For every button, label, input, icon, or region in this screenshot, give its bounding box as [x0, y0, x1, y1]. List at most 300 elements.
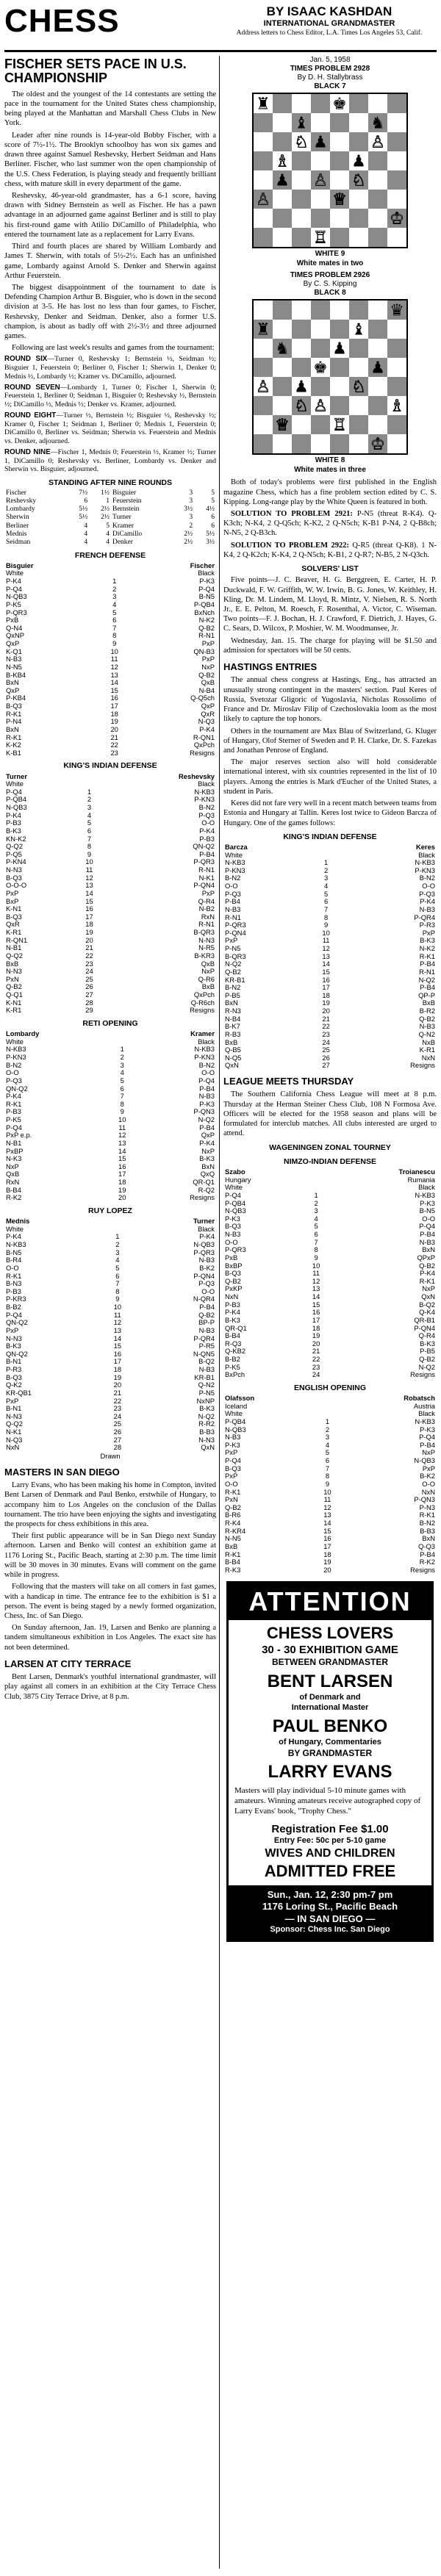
- keres-game: [223, 832, 437, 1070]
- board-square: [311, 113, 330, 132]
- round-label: ROUND EIGHT: [4, 411, 57, 420]
- white-move: PxBP: [6, 1146, 24, 1155]
- black-move: N-QN5: [193, 1349, 215, 1358]
- move-number: 17: [323, 1541, 331, 1550]
- game-table: [223, 843, 437, 1070]
- game-countries-row: [223, 1403, 437, 1411]
- board-square: [387, 170, 406, 190]
- round-text: Lombardy 1, Turner 0; Fischer 1, Sherwin 0; Feuerstein 1, Berliner 0; Seidman 1, Bisguier 0; Reshevsky ½, Bernstein ½; DiCamillo ½, Mednis ½; Denker vs. Kramer, adjourned.: [4, 383, 216, 409]
- move-row: [223, 1348, 437, 1356]
- move-number: 10: [323, 1487, 331, 1496]
- move-number: 20: [323, 1565, 331, 1574]
- black-move: QN-B3: [193, 647, 215, 655]
- white-move: K-K2: [6, 741, 21, 749]
- white-move: QxB: [6, 1170, 20, 1179]
- black-move: Q-B2: [419, 1355, 435, 1363]
- black-move: P-B4: [420, 1440, 435, 1449]
- move-row: [223, 1340, 437, 1348]
- solution-2921-label: SOLUTION TO PROBLEM 2921:: [231, 510, 353, 519]
- move-number: 11: [322, 936, 330, 945]
- black-move: P-K3: [420, 1198, 435, 1207]
- game-score: [4, 761, 216, 1015]
- game-colors-row: White Black: [6, 1037, 215, 1046]
- board-square: [292, 415, 311, 434]
- move-number: 19: [110, 717, 118, 726]
- white-move: P-K4: [6, 577, 21, 586]
- move-number: 3: [324, 874, 329, 882]
- move-number: 18: [312, 1323, 320, 1332]
- game-opening: KING'S INDIAN DEFENSE: [283, 832, 377, 841]
- white-move: P-B4: [225, 897, 240, 906]
- black-piece-icon: ♝: [294, 114, 309, 133]
- move-number: 23: [85, 959, 93, 968]
- black-move: Q-R6: [198, 974, 215, 983]
- black-move: P-B4: [199, 1123, 215, 1132]
- move-row: [4, 1101, 216, 1109]
- white-move: R-K1: [225, 1550, 241, 1558]
- move-row: [4, 1273, 216, 1281]
- white-move: B-QR3: [225, 951, 246, 960]
- problems-section: [223, 56, 437, 475]
- standing-score: 3½: [206, 538, 215, 546]
- move-row: [223, 945, 437, 953]
- standing-player: DiCamillo: [112, 530, 143, 538]
- column-divider: [219, 56, 220, 2569]
- standing-score: 3: [189, 514, 193, 522]
- black-move: P-B3: [199, 834, 215, 843]
- black-move: QPxP: [417, 1253, 435, 1262]
- move-number: 18: [118, 1178, 126, 1187]
- white-move: N-B3: [225, 904, 241, 913]
- move-row: [4, 1312, 216, 1320]
- white-move: B-B2: [225, 1355, 240, 1363]
- move-number: 3: [314, 1206, 318, 1215]
- black-move: B-N5: [198, 592, 215, 601]
- white-move: B-Q3: [225, 1464, 241, 1472]
- board-square: [387, 415, 406, 434]
- move-row: [4, 913, 216, 921]
- black-move: O-O: [201, 819, 215, 827]
- white-move: B-Q3: [225, 1222, 241, 1231]
- board-square: [387, 320, 406, 339]
- black-move: R-K1: [419, 1511, 435, 1519]
- move-number: 5: [112, 608, 117, 616]
- black-move: BP-P: [198, 1318, 215, 1327]
- move-row: [223, 992, 437, 1000]
- game-table: [223, 1395, 437, 1574]
- standing-score: 4: [106, 530, 110, 538]
- board-square: [311, 301, 330, 320]
- white-move: P-QB4: [6, 795, 27, 804]
- white-move: BxP: [6, 896, 19, 905]
- standing-score: 4: [84, 538, 88, 546]
- white-move: QN-Q2: [6, 1084, 28, 1093]
- move-number: 26: [85, 982, 93, 991]
- black-move: N-K2: [198, 616, 215, 625]
- move-row: [223, 1278, 437, 1286]
- move-row: [4, 858, 216, 866]
- black-piece-icon: ♚: [313, 359, 328, 378]
- board-square: [368, 94, 387, 113]
- white-move: PxP: [225, 1472, 238, 1481]
- white-move: PxB: [6, 616, 19, 625]
- white-move: PxP: [6, 1396, 19, 1405]
- black-piece-icon: ♟: [313, 133, 328, 152]
- move-number: 8: [324, 913, 329, 921]
- black-move: B-K3: [199, 1154, 215, 1163]
- move-number: 2: [112, 584, 117, 593]
- standing-score: 2: [189, 522, 193, 530]
- move-number: 4: [314, 1214, 318, 1223]
- black-move: Q-R4: [418, 1331, 435, 1340]
- game-colors-row: White Black: [6, 569, 215, 578]
- move-number: 5: [120, 1076, 124, 1084]
- round-results: [4, 355, 216, 474]
- move-number: 6: [325, 1456, 330, 1465]
- move-row: [223, 1418, 437, 1426]
- board-square: [254, 301, 273, 320]
- zonal-game: [223, 1157, 437, 1379]
- black-move: B-K2: [199, 1263, 215, 1272]
- standing-row: [4, 489, 216, 497]
- black-move: N-N3: [198, 1435, 215, 1444]
- black-move: N-QB3: [414, 1456, 435, 1465]
- move-number: 15: [118, 1154, 126, 1163]
- move-row: [4, 586, 216, 594]
- hastings-paragraph: The annual chess congress at Hastings, Eng., has attracted an unusually strong contingent in the masters' section. Paul Keres of Russia, Svetozar Gligoric of Yugoslavia, Nicholas Rossolimo of France and Dr. Miroslav Filip of Czechoslovakia loom as the most likely to capture the top honors.: [223, 676, 437, 724]
- black-move: B-B3: [420, 1526, 435, 1535]
- problem-white-count: WHITE 8: [315, 456, 345, 465]
- move-number: 16: [323, 1534, 331, 1543]
- black-move: Q-K4: [419, 1308, 435, 1317]
- white-move: Q-K2: [6, 1381, 22, 1389]
- black-move: B-K2: [420, 1472, 435, 1481]
- ad-event-date: Sun., Jan. 12, 2:30 pm-7 pm: [267, 1889, 393, 1901]
- white-move: O-O: [6, 1068, 19, 1077]
- black-move: B-N2: [419, 1519, 435, 1528]
- move-row: [4, 1187, 216, 1195]
- black-move: N-B3: [198, 1256, 215, 1264]
- board-square: [330, 151, 349, 170]
- black-piece-icon: ♟: [351, 152, 366, 171]
- problem-composer: By C. S. Kipping: [303, 280, 357, 289]
- move-row: [223, 953, 437, 961]
- black-move: P-Q3: [198, 1279, 215, 1288]
- white-move: P-B3: [6, 1107, 21, 1116]
- black-player: Kramer: [190, 1029, 215, 1038]
- white-move: QxNP: [6, 631, 25, 640]
- standing-score: 5½: [206, 530, 215, 538]
- round-result: ROUND SIX—Turner 0, Reshevsky 1; Bernstein ½, Seidman ½; Bisguier 1, Feuerstein 0; Berliner 0, Fischer 1; Sherwin 1, Denker 0; Mednis ½, Lombardy ½; Kramer vs. DiCamillo, adjourned.: [4, 355, 216, 381]
- board-square: [311, 94, 330, 113]
- black-piece-icon: ♞: [275, 339, 290, 359]
- white-move: K-Q1: [6, 647, 22, 655]
- solution-2922-text: Q-R5 (threat Q-K8). 1 N-K4, 2 Q-K2ch; K-K4, 2 Q-N5ch; K-B1, 2 Q-R7; N-B5, 2 N-Q3ch.: [223, 541, 437, 559]
- game-opening: RETI OPENING: [82, 1018, 138, 1028]
- move-number: 7: [325, 1464, 330, 1472]
- white-move: P-Q4: [225, 1190, 241, 1199]
- move-number: 16: [322, 975, 330, 984]
- white-move: B-B4: [225, 1558, 240, 1566]
- black-move: NxP: [422, 1284, 435, 1293]
- board-square: [273, 358, 292, 377]
- black-move: QR-Q1: [193, 1178, 215, 1187]
- black-move: N-Q2: [198, 1411, 215, 1420]
- white-move: N-Q3: [6, 1435, 23, 1444]
- white-move: N-N3: [6, 967, 22, 976]
- black-move: NxP: [422, 1448, 435, 1457]
- white-move: P-KN3: [225, 866, 245, 874]
- move-number: 10: [322, 928, 330, 937]
- board-square: [311, 190, 330, 209]
- standing-score: 5½: [79, 506, 88, 514]
- game-players-row: [223, 1395, 437, 1403]
- white-move: B-K7: [225, 1022, 240, 1031]
- standing-score: 7½: [79, 489, 88, 497]
- standing-player: Bernstein: [112, 506, 140, 514]
- board-square: [349, 228, 368, 247]
- move-number: 11: [118, 1123, 126, 1132]
- board-square: [273, 320, 292, 339]
- move-number: 2: [325, 1425, 330, 1433]
- white-move: P-Q3: [225, 889, 241, 898]
- move-row: [4, 1093, 216, 1101]
- board-square: [387, 339, 406, 358]
- board-square: [349, 113, 368, 132]
- black-move: Q-B2: [198, 1310, 215, 1319]
- black-move: B-QR3: [193, 928, 215, 937]
- black-move: P-K4: [420, 1269, 435, 1278]
- black-move: P-Q4: [419, 1433, 435, 1442]
- move-row: [223, 1062, 437, 1070]
- black-move: BxNch: [194, 608, 215, 616]
- black-move: PxP: [422, 1464, 435, 1472]
- move-row: [4, 991, 216, 999]
- move-row: [4, 1397, 216, 1406]
- white-move: P-K5: [225, 1362, 240, 1371]
- board-square: [368, 151, 387, 170]
- white-move: BxN: [6, 724, 19, 733]
- black-move: NxP: [201, 1146, 215, 1155]
- move-row: [223, 1481, 437, 1489]
- white-move: PxN: [6, 974, 19, 983]
- move-row: [223, 1317, 437, 1325]
- black-move: O-O: [201, 1068, 215, 1077]
- move-row: [223, 1215, 437, 1223]
- lead-paragraph: Third and fourth places are shared by William Lombardy and James T. Sherwin, with totals of 5½-2½. Each has an unfinished game, Lombardy against Arnold S. Denker and Sherwin against Arthur Feuerstein.: [4, 242, 216, 280]
- ad-event-city: — IN SAN DIEGO —: [284, 1913, 376, 1924]
- white-move: N-KB3: [6, 1240, 26, 1249]
- white-move: B-K3: [225, 1315, 240, 1324]
- black-move: B-Q2: [198, 1357, 215, 1366]
- white-piece-icon: ♘: [351, 378, 366, 397]
- black-move: N-KB3: [415, 858, 435, 867]
- ad-wives: WIVES AND CHILDREN: [265, 1847, 395, 1860]
- game-score: [4, 1206, 216, 1461]
- lead-paragraph: Leader after nine rounds is 14-year-old Bobby Fischer, with a score of 7½-1½. The Brooklyn schoolboy has won six games and drawn three against Samuel Reshevsky, Herbert Seidman and Hans Berliner. Fischer, who last summer won the open championship of the U.S. Chess Federation, is playing steady and frequently brilliant chess, with mature skill in every department of the game.: [4, 131, 216, 188]
- game-score: [4, 551, 216, 758]
- round-label: ROUND SIX: [4, 355, 48, 364]
- move-row: [4, 1077, 216, 1085]
- white-piece-icon: ♕: [275, 416, 290, 435]
- left-column: [4, 56, 216, 1704]
- black-move: P-QR4: [414, 913, 435, 921]
- white-move: B-N1: [6, 1357, 22, 1366]
- standing-score: 6: [84, 497, 88, 506]
- white-move: NxN: [6, 1443, 20, 1452]
- white-move: P-B3: [6, 1287, 21, 1295]
- move-row: [223, 1031, 437, 1039]
- ad-line2: 30 - 30 EXHIBITION GAME: [262, 1643, 398, 1656]
- move-row: [223, 1449, 437, 1457]
- move-number: 14: [118, 1146, 126, 1155]
- white-move: B-B2: [6, 1303, 21, 1312]
- black-move: QxB: [201, 678, 215, 687]
- white-move: B-Q3: [6, 912, 22, 921]
- black-move: P-K3: [199, 577, 215, 586]
- board-square: [292, 301, 311, 320]
- move-number: 8: [325, 1472, 330, 1481]
- board-square: [368, 170, 387, 190]
- move-row: [4, 1405, 216, 1413]
- problem-footer: [223, 456, 437, 475]
- move-row: [4, 1194, 216, 1202]
- black-move: N-Q2: [418, 1362, 435, 1371]
- problem-title: TIMES PROBLEM 2928: [290, 65, 370, 73]
- black-move: P-K4: [199, 826, 215, 835]
- move-number: 9: [112, 639, 117, 648]
- move-row: [223, 984, 437, 992]
- move-row: [4, 944, 216, 952]
- move-number: 20: [322, 1007, 330, 1015]
- masters-article: [4, 1481, 216, 1652]
- white-move: P-Q4: [6, 1310, 22, 1319]
- move-number: 12: [323, 1503, 331, 1511]
- board-square: [254, 228, 273, 247]
- board-square: [292, 209, 311, 228]
- black-player: Turner: [193, 1217, 215, 1226]
- white-move: N-QB3: [6, 592, 27, 601]
- problem-header: [223, 271, 437, 298]
- game-score: [4, 1019, 216, 1202]
- move-number: 8: [314, 1245, 318, 1254]
- move-number: 14: [85, 888, 93, 897]
- black-move: Q-B2: [419, 1261, 435, 1270]
- move-row: [223, 1285, 437, 1293]
- move-row: [223, 1039, 437, 1047]
- black-move: R-N1: [198, 920, 215, 929]
- masters-headline: MASTERS IN SAN DIEGO: [4, 1466, 120, 1478]
- ad-line1: CHESS LOVERS: [266, 1623, 394, 1642]
- move-row: [4, 1140, 216, 1148]
- move-number: 19: [322, 999, 330, 1007]
- game-players-row: [4, 1217, 216, 1226]
- solution-2921: [223, 509, 437, 539]
- black-move: N-B2: [198, 904, 215, 913]
- black-move: P-N5: [198, 1388, 215, 1397]
- move-number: 21: [322, 1014, 330, 1023]
- white-move: B-N5: [6, 1248, 22, 1256]
- board-square: [349, 301, 368, 320]
- move-number: 26: [322, 1053, 330, 1062]
- board-square: [311, 339, 330, 358]
- white-move: K-N1: [6, 904, 22, 913]
- move-number: 4: [324, 882, 329, 891]
- white-move: RxN: [6, 1178, 20, 1187]
- game-players-row: [223, 1168, 437, 1176]
- move-row: [4, 1335, 216, 1343]
- white-move: P-KB4: [6, 694, 26, 702]
- move-row: [4, 1342, 216, 1350]
- standing-player: Reshevsky: [6, 497, 37, 506]
- move-number: 1: [314, 1190, 318, 1199]
- white-move: N-K3: [6, 1154, 22, 1163]
- board-square: [311, 320, 330, 339]
- white-move: NxN: [225, 1292, 239, 1300]
- board-square: [254, 358, 273, 377]
- board-square: [330, 209, 349, 228]
- move-row: [4, 1327, 216, 1335]
- black-move: N-KB3: [194, 1045, 215, 1054]
- black-piece-icon: ♛: [390, 301, 404, 320]
- black-move: N-K1: [198, 873, 215, 882]
- white-move: R-K2: [6, 1193, 22, 1202]
- standing-player: Turner: [112, 514, 132, 522]
- white-move: B-Q3: [6, 702, 22, 710]
- black-move: N-B4: [198, 686, 215, 694]
- game-table: [4, 773, 216, 1015]
- move-number: 16: [110, 694, 118, 702]
- move-number: 14: [113, 1334, 122, 1342]
- move-number: 10: [110, 647, 118, 655]
- move-number: 5: [87, 819, 92, 827]
- white-move: P-B5: [225, 990, 240, 999]
- league-headline: LEAGUE MEETS THURSDAY: [223, 1076, 354, 1087]
- white-move: Q-Q2: [6, 842, 23, 851]
- move-number: 6: [324, 897, 329, 906]
- white-move: K-R1: [6, 928, 22, 937]
- board-square: [330, 170, 349, 190]
- move-number: 24: [113, 1411, 122, 1420]
- move-row: [223, 976, 437, 985]
- byline-block: [220, 4, 438, 37]
- white-move: PxB: [225, 1253, 238, 1262]
- byline: BY ISAAC KASHDAN: [266, 4, 392, 18]
- white-move: Q-N4: [6, 623, 23, 632]
- board-square: [254, 396, 273, 415]
- move-number: 28: [85, 998, 93, 1007]
- black-move: Q-R4: [198, 896, 215, 905]
- black-move: B-N2: [198, 803, 215, 812]
- move-row: [223, 1007, 437, 1015]
- move-number: 2: [120, 1053, 124, 1062]
- black-move: N-Q2: [418, 975, 435, 984]
- board-square: [330, 132, 349, 151]
- black-move: O-O: [422, 1214, 435, 1223]
- solutions-intro: Both of today's problems were first published in the English magazine Chess, which has a fine problem section edited by C. S. Kipping. Long-range play by the White Queen is featured in both.: [223, 478, 437, 506]
- move-number: 23: [110, 748, 118, 757]
- move-number: 1: [87, 787, 92, 796]
- black-move: P-QN4: [414, 1323, 435, 1332]
- black-piece-icon: ♟: [332, 339, 347, 359]
- white-move: O-O: [225, 1237, 238, 1246]
- move-row: [4, 578, 216, 586]
- white-move: Q-B5: [225, 1046, 241, 1054]
- move-row: [4, 593, 216, 601]
- move-row: [223, 929, 437, 938]
- black-move: P-QN4: [193, 1271, 215, 1280]
- ad-between: BETWEEN GRANDMASTER: [272, 1657, 388, 1668]
